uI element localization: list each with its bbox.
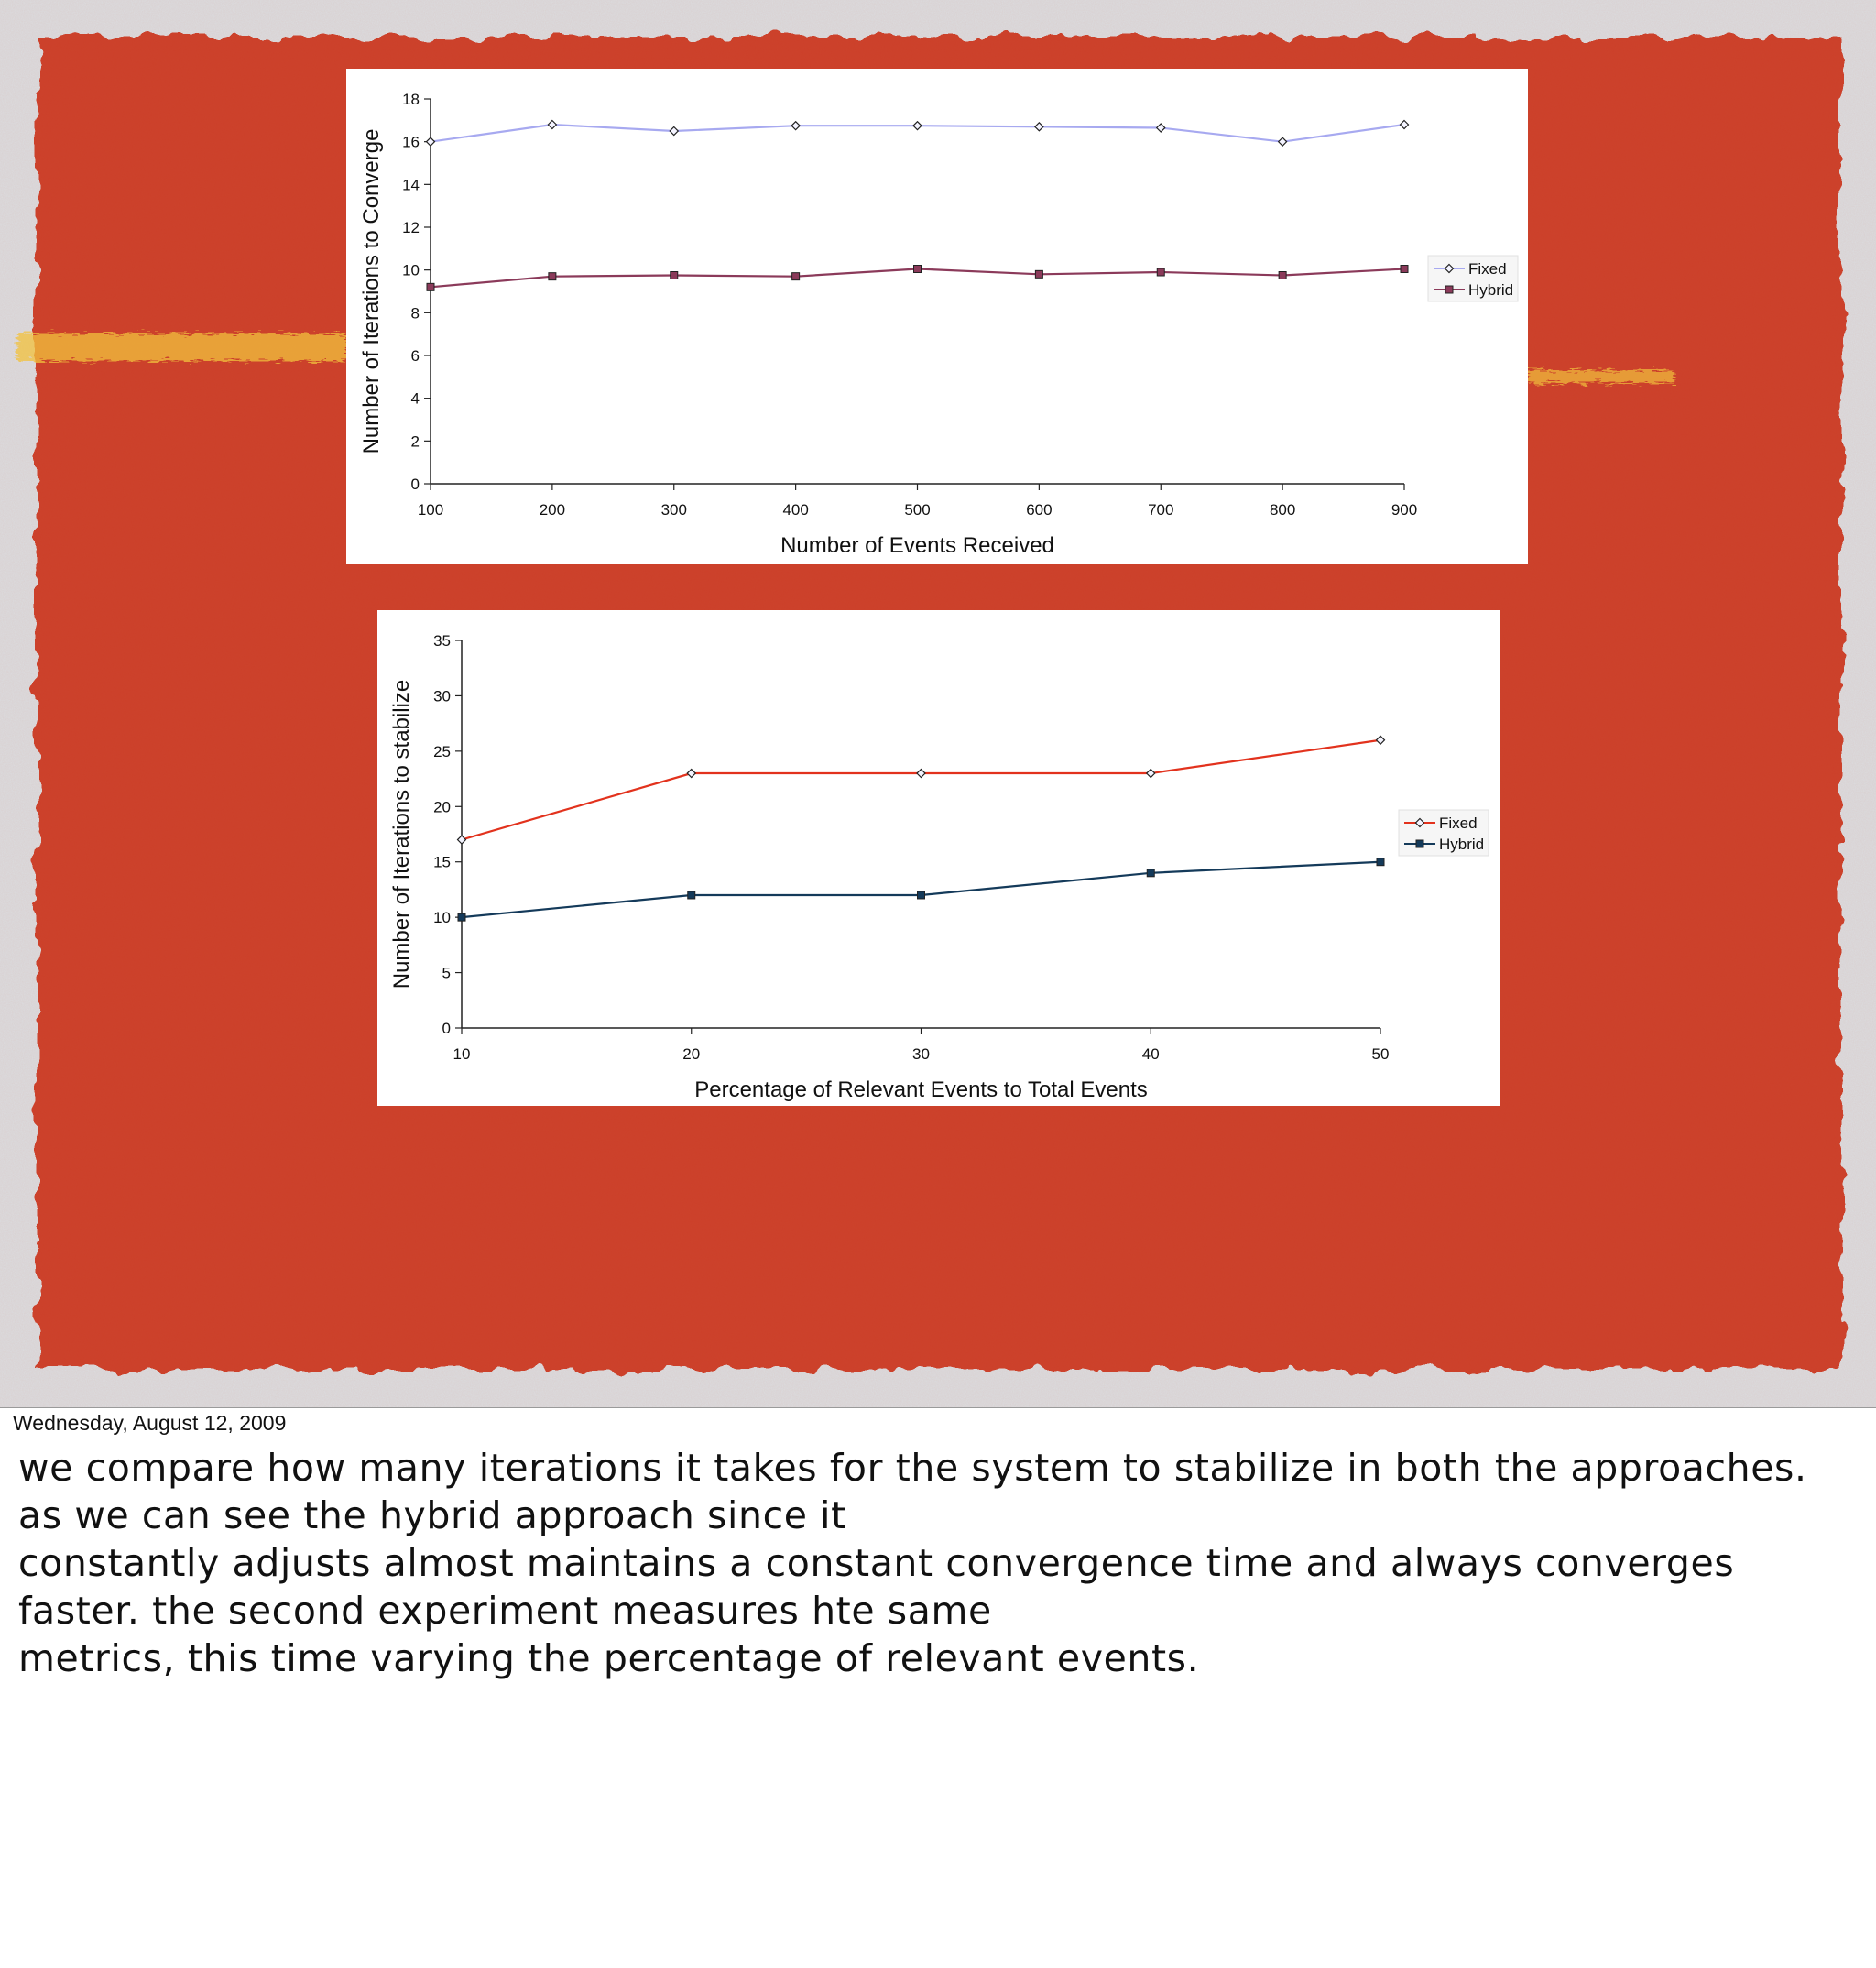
notes-line: metrics, this time varying the percentage of relevant events.: [18, 1636, 1200, 1680]
y-tick-label: 6: [410, 347, 420, 365]
data-point-fixed: [1279, 137, 1287, 146]
data-point-fixed: [1035, 123, 1043, 131]
yellow-streak-right: [1528, 370, 1674, 383]
slide-date: Wednesday, August 12, 2009: [13, 1411, 287, 1435]
y-tick-label: 0: [442, 1020, 451, 1037]
x-tick-label: 700: [1148, 501, 1174, 519]
x-tick-label: 600: [1026, 501, 1053, 519]
data-point-hybrid: [1401, 266, 1408, 273]
y-tick-label: 12: [402, 219, 420, 236]
data-point-hybrid: [1377, 858, 1384, 866]
y-tick-label: 14: [402, 176, 420, 194]
notes-line: faster. the second experiment measures hte same: [18, 1589, 992, 1633]
data-point-hybrid: [549, 273, 556, 280]
x-tick-label: 900: [1391, 501, 1418, 519]
divider: [0, 1407, 1876, 1408]
data-point-hybrid: [671, 272, 678, 279]
y-tick-label: 0: [410, 476, 420, 493]
legend-marker-hybrid: [1445, 286, 1453, 293]
data-point-fixed: [791, 122, 800, 130]
y-tick-label: 25: [433, 742, 451, 760]
data-point-hybrid: [1147, 869, 1154, 877]
x-tick-label: 30: [912, 1045, 930, 1063]
y-tick-label: 35: [433, 632, 451, 650]
data-point-hybrid: [918, 891, 925, 899]
legend-label: Fixed: [1468, 260, 1507, 278]
data-point-hybrid: [1157, 268, 1164, 276]
data-point-fixed: [548, 121, 556, 129]
legend-label: Hybrid: [1439, 836, 1485, 853]
y-tick-label: 30: [433, 687, 451, 705]
notes-line: constantly adjusts almost maintains a constant convergence time and always converges: [18, 1541, 1735, 1585]
chart-events-received-svg: [346, 69, 1528, 564]
legend-label: Hybrid: [1468, 281, 1514, 299]
y-tick-label: 15: [433, 853, 451, 871]
x-tick-label: 400: [782, 501, 809, 519]
series-line-fixed: [462, 740, 1380, 840]
data-point-hybrid: [458, 913, 465, 921]
data-point-hybrid: [427, 283, 434, 290]
x-tick-label: 100: [417, 501, 444, 519]
chart-relevant-percentage: [377, 610, 1500, 1106]
x-tick-label: 800: [1269, 501, 1296, 519]
notes-line: as we can see the hybrid approach since it: [18, 1493, 846, 1537]
legend-label: Fixed: [1439, 815, 1478, 832]
data-point-fixed: [1401, 121, 1409, 129]
x-axis-label: Percentage of Relevant Events to Total Events: [694, 1077, 1148, 1102]
x-tick-label: 40: [1141, 1045, 1160, 1063]
data-point-fixed: [1157, 124, 1165, 132]
notes-line: we compare how many iterations it takes for the system to stabilize in both the approaches.: [18, 1446, 1807, 1490]
x-tick-label: 20: [682, 1045, 701, 1063]
data-point-fixed: [1377, 736, 1385, 744]
x-tick-label: 50: [1371, 1045, 1390, 1063]
data-point-fixed: [913, 122, 922, 130]
y-tick-label: 20: [433, 798, 451, 816]
y-tick-label: 5: [442, 964, 451, 982]
x-tick-label: 300: [660, 501, 687, 519]
y-tick-label: 10: [433, 909, 451, 927]
data-point-hybrid: [1035, 270, 1042, 278]
legend-marker-hybrid: [1416, 840, 1423, 847]
yellow-streak-left: [16, 333, 346, 361]
data-point-hybrid: [792, 273, 800, 280]
x-axis-label: Number of Events Received: [780, 533, 1054, 558]
data-point-fixed: [917, 770, 925, 778]
data-point-hybrid: [1279, 272, 1286, 279]
data-point-fixed: [427, 137, 435, 146]
chart-events-received: [346, 69, 1528, 564]
y-axis-label: Number of Iterations to Converge: [359, 128, 384, 454]
data-point-fixed: [1147, 770, 1155, 778]
y-tick-label: 8: [410, 304, 420, 323]
data-point-hybrid: [688, 891, 695, 899]
chart-relevant-percentage-svg: [377, 610, 1500, 1106]
series-line-hybrid: [462, 862, 1380, 917]
data-point-hybrid: [914, 266, 922, 273]
data-point-fixed: [458, 836, 466, 844]
y-tick-label: 18: [402, 91, 420, 108]
x-tick-label: 10: [453, 1045, 471, 1063]
y-tick-label: 4: [410, 389, 420, 408]
data-point-fixed: [687, 770, 695, 778]
y-tick-label: 10: [402, 261, 420, 279]
y-axis-label: Number of Iterations to stabilize: [389, 679, 414, 989]
speaker-notes: [18, 1444, 1860, 1682]
data-point-fixed: [670, 127, 678, 136]
x-tick-label: 200: [539, 501, 566, 519]
y-tick-label: 16: [402, 133, 420, 151]
x-tick-label: 500: [904, 501, 931, 519]
y-tick-label: 2: [410, 432, 420, 451]
